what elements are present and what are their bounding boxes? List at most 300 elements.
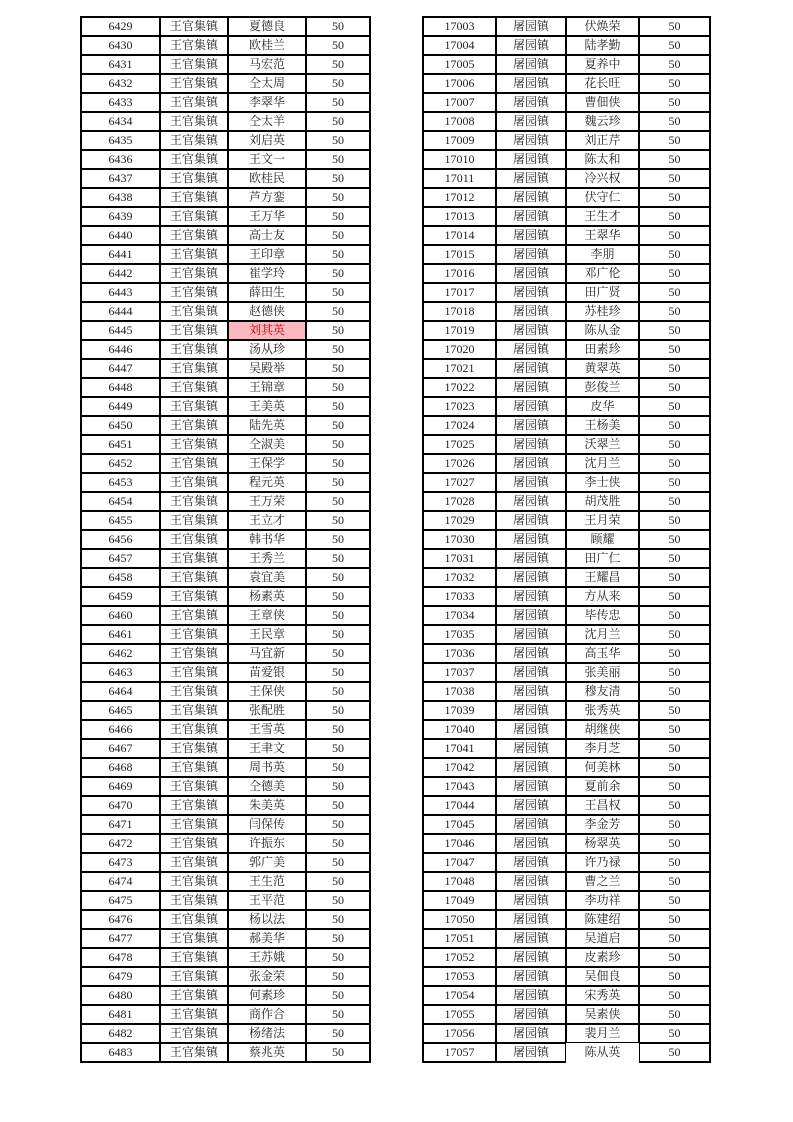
table-row (422, 16, 711, 36)
town-cell: 王官集镇 (160, 416, 228, 435)
person-name-cell: 吴素侠 (566, 1005, 639, 1024)
amount-cell: 50 (306, 264, 371, 283)
amount-cell: 50 (639, 739, 711, 758)
town-cell: 王官集镇 (160, 397, 228, 416)
person-name-cell: 赵德侠 (228, 302, 306, 321)
table-row (422, 302, 711, 321)
table-row (80, 188, 371, 207)
person-name-cell: 夏前余 (566, 777, 639, 796)
person-id-cell: 17047 (422, 853, 496, 872)
town-cell: 屠园镇 (496, 948, 566, 967)
table-row (422, 245, 711, 264)
person-id-cell: 17037 (422, 663, 496, 682)
person-id-cell: 17027 (422, 473, 496, 492)
amount-cell: 50 (306, 891, 371, 910)
amount-cell: 50 (639, 511, 711, 530)
town-cell: 王官集镇 (160, 549, 228, 568)
person-id-cell: 6467 (80, 739, 160, 758)
person-name-cell: 杨翠英 (566, 834, 639, 853)
person-id-cell: 17036 (422, 644, 496, 663)
person-id-cell: 17012 (422, 188, 496, 207)
person-id-cell: 6453 (80, 473, 160, 492)
person-id-cell: 17046 (422, 834, 496, 853)
person-name-cell: 郝美华 (228, 929, 306, 948)
town-cell: 屠园镇 (496, 739, 566, 758)
person-name-cell: 刘启英 (228, 131, 306, 150)
table-row (422, 815, 711, 834)
amount-cell: 50 (306, 150, 371, 169)
amount-cell: 50 (639, 302, 711, 321)
person-id-cell: 6474 (80, 872, 160, 891)
table-row (80, 435, 371, 454)
town-cell: 王官集镇 (160, 948, 228, 967)
amount-cell: 50 (306, 549, 371, 568)
table-row (80, 587, 371, 606)
town-cell: 屠园镇 (496, 340, 566, 359)
town-cell: 屠园镇 (496, 891, 566, 910)
town-cell: 屠园镇 (496, 16, 566, 36)
amount-cell: 50 (639, 93, 711, 112)
amount-cell: 50 (639, 625, 711, 644)
person-id-cell: 6468 (80, 758, 160, 777)
person-id-cell: 6454 (80, 492, 160, 511)
person-name-cell: 黄翠英 (566, 359, 639, 378)
person-id-cell: 17023 (422, 397, 496, 416)
table-row (422, 74, 711, 93)
amount-cell: 50 (306, 587, 371, 606)
person-id-cell: 17055 (422, 1005, 496, 1024)
table-row (422, 606, 711, 625)
table-row (422, 587, 711, 606)
person-id-cell: 6463 (80, 663, 160, 682)
town-cell: 王官集镇 (160, 112, 228, 131)
person-id-cell: 6446 (80, 340, 160, 359)
town-cell: 王官集镇 (160, 207, 228, 226)
amount-cell: 50 (639, 530, 711, 549)
amount-cell: 50 (306, 283, 371, 302)
amount-cell: 50 (639, 967, 711, 986)
town-cell: 屠园镇 (496, 359, 566, 378)
person-id-cell: 17052 (422, 948, 496, 967)
town-cell: 屠园镇 (496, 264, 566, 283)
table-row (80, 378, 371, 397)
table-row (80, 872, 371, 891)
person-name-cell: 王聿文 (228, 739, 306, 758)
town-cell: 屠园镇 (496, 112, 566, 131)
table-row (422, 150, 711, 169)
table-row (422, 112, 711, 131)
table-row (80, 245, 371, 264)
table-row (80, 74, 371, 93)
person-name-cell: 刘正芹 (566, 131, 639, 150)
person-id-cell: 17030 (422, 530, 496, 549)
person-name-cell: 王保侠 (228, 682, 306, 701)
person-id-cell: 17035 (422, 625, 496, 644)
person-id-cell: 6451 (80, 435, 160, 454)
town-cell: 王官集镇 (160, 720, 228, 739)
town-cell: 屠园镇 (496, 188, 566, 207)
person-name-cell: 仝淑美 (228, 435, 306, 454)
amount-cell: 50 (306, 36, 371, 55)
town-cell: 王官集镇 (160, 378, 228, 397)
person-name-cell: 王保学 (228, 454, 306, 473)
person-id-cell: 6460 (80, 606, 160, 625)
person-name-cell: 王锦章 (228, 378, 306, 397)
amount-cell: 50 (306, 720, 371, 739)
table-row (422, 796, 711, 815)
amount-cell: 50 (306, 207, 371, 226)
amount-cell: 50 (306, 929, 371, 948)
person-name-cell: 刘其英 (228, 321, 306, 340)
amount-cell: 50 (639, 435, 711, 454)
amount-cell: 50 (639, 283, 711, 302)
town-cell: 王官集镇 (160, 739, 228, 758)
amount-cell: 50 (639, 587, 711, 606)
person-name-cell: 曹之兰 (566, 872, 639, 891)
person-id-cell: 17005 (422, 55, 496, 74)
amount-cell: 50 (306, 986, 371, 1005)
person-id-cell: 17007 (422, 93, 496, 112)
amount-cell: 50 (306, 758, 371, 777)
table-row (422, 416, 711, 435)
amount-cell: 50 (306, 188, 371, 207)
town-cell: 王官集镇 (160, 169, 228, 188)
town-cell: 屠园镇 (496, 796, 566, 815)
person-name-cell: 花长旺 (566, 74, 639, 93)
amount-cell: 50 (639, 834, 711, 853)
person-id-cell: 17057 (422, 1043, 496, 1063)
person-name-cell: 毕传忠 (566, 606, 639, 625)
town-cell: 屠园镇 (496, 644, 566, 663)
person-id-cell: 6430 (80, 36, 160, 55)
person-name-cell: 汤从珍 (228, 340, 306, 359)
town-cell: 王官集镇 (160, 340, 228, 359)
person-id-cell: 6481 (80, 1005, 160, 1024)
person-id-cell: 6475 (80, 891, 160, 910)
town-cell: 屠园镇 (496, 910, 566, 929)
town-cell: 王官集镇 (160, 16, 228, 36)
amount-cell: 50 (639, 74, 711, 93)
table-row (80, 910, 371, 929)
person-id-cell: 6439 (80, 207, 160, 226)
person-name-cell: 仝德美 (228, 777, 306, 796)
town-cell: 王官集镇 (160, 473, 228, 492)
person-name-cell: 王美英 (228, 397, 306, 416)
town-cell: 王官集镇 (160, 55, 228, 74)
town-cell: 王官集镇 (160, 815, 228, 834)
table-row (80, 986, 371, 1005)
person-name-cell: 蔡兆英 (228, 1043, 306, 1063)
town-cell: 王官集镇 (160, 1043, 228, 1063)
table-row (80, 1024, 371, 1043)
person-name-cell: 吴殿举 (228, 359, 306, 378)
table-row (80, 416, 371, 435)
town-cell: 屠园镇 (496, 986, 566, 1005)
person-id-cell: 17031 (422, 549, 496, 568)
table-row (422, 682, 711, 701)
person-id-cell: 17041 (422, 739, 496, 758)
amount-cell: 50 (306, 644, 371, 663)
town-cell: 屠园镇 (496, 454, 566, 473)
table-row (80, 796, 371, 815)
person-id-cell: 6448 (80, 378, 160, 397)
person-name-cell: 李士侠 (566, 473, 639, 492)
town-cell: 屠园镇 (496, 131, 566, 150)
person-name-cell: 高玉华 (566, 644, 639, 663)
person-id-cell: 17017 (422, 283, 496, 302)
town-cell: 屠园镇 (496, 321, 566, 340)
table-row (422, 435, 711, 454)
town-cell: 屠园镇 (496, 663, 566, 682)
town-cell: 王官集镇 (160, 606, 228, 625)
amount-cell: 50 (306, 625, 371, 644)
person-id-cell: 6432 (80, 74, 160, 93)
person-id-cell: 6444 (80, 302, 160, 321)
table-row (80, 359, 371, 378)
amount-cell: 50 (306, 416, 371, 435)
person-id-cell: 6478 (80, 948, 160, 967)
person-name-cell: 张秀英 (566, 701, 639, 720)
person-name-cell: 皮素珍 (566, 948, 639, 967)
town-cell: 王官集镇 (160, 283, 228, 302)
table-row (80, 606, 371, 625)
table-row (80, 682, 371, 701)
person-id-cell: 17029 (422, 511, 496, 530)
table-row (80, 720, 371, 739)
town-cell: 王官集镇 (160, 359, 228, 378)
town-cell: 王官集镇 (160, 435, 228, 454)
amount-cell: 50 (306, 473, 371, 492)
table-row (422, 891, 711, 910)
amount-cell: 50 (306, 16, 371, 36)
town-cell: 王官集镇 (160, 530, 228, 549)
person-name-cell: 夏养中 (566, 55, 639, 74)
amount-cell: 50 (306, 112, 371, 131)
person-id-cell: 6465 (80, 701, 160, 720)
person-id-cell: 6437 (80, 169, 160, 188)
amount-cell: 50 (306, 511, 371, 530)
person-name-cell: 田广贤 (566, 283, 639, 302)
amount-cell: 50 (639, 245, 711, 264)
table-row (80, 207, 371, 226)
table-row (80, 967, 371, 986)
town-cell: 屠园镇 (496, 1024, 566, 1043)
person-id-cell: 6442 (80, 264, 160, 283)
person-name-cell: 穆友清 (566, 682, 639, 701)
town-cell: 王官集镇 (160, 758, 228, 777)
amount-cell: 50 (639, 378, 711, 397)
town-cell: 屠园镇 (496, 473, 566, 492)
amount-cell: 50 (639, 644, 711, 663)
person-name-cell: 苗爱银 (228, 663, 306, 682)
town-cell: 王官集镇 (160, 663, 228, 682)
amount-cell: 50 (306, 397, 371, 416)
person-name-cell: 胡茂胜 (566, 492, 639, 511)
town-cell: 王官集镇 (160, 891, 228, 910)
town-cell: 王官集镇 (160, 929, 228, 948)
amount-cell: 50 (306, 435, 371, 454)
person-name-cell: 王雪英 (228, 720, 306, 739)
person-id-cell: 6477 (80, 929, 160, 948)
amount-cell: 50 (306, 359, 371, 378)
person-id-cell: 6434 (80, 112, 160, 131)
person-id-cell: 6458 (80, 568, 160, 587)
person-name-cell: 郭广美 (228, 853, 306, 872)
amount-cell: 50 (306, 606, 371, 625)
town-cell: 王官集镇 (160, 644, 228, 663)
person-id-cell: 17034 (422, 606, 496, 625)
table-row (80, 644, 371, 663)
person-name-cell: 欧桂民 (228, 169, 306, 188)
table-row (422, 473, 711, 492)
person-name-cell: 商作合 (228, 1005, 306, 1024)
person-name-cell: 李功祥 (566, 891, 639, 910)
person-name-cell: 吴道启 (566, 929, 639, 948)
town-cell: 屠园镇 (496, 815, 566, 834)
table-row (422, 397, 711, 416)
table-row (422, 492, 711, 511)
person-name-cell: 伏焕荣 (566, 16, 639, 36)
person-name-cell: 伏守仁 (566, 188, 639, 207)
person-id-cell: 17019 (422, 321, 496, 340)
table-row (422, 359, 711, 378)
person-id-cell: 17006 (422, 74, 496, 93)
person-id-cell: 6431 (80, 55, 160, 74)
amount-cell: 50 (639, 720, 711, 739)
table-row (422, 663, 711, 682)
town-cell: 王官集镇 (160, 625, 228, 644)
person-name-cell: 陈从英 (584, 1045, 621, 1059)
person-id-cell: 6435 (80, 131, 160, 150)
table-row (80, 397, 371, 416)
person-name-cell: 周书英 (228, 758, 306, 777)
amount-cell: 50 (306, 967, 371, 986)
table-row (80, 150, 371, 169)
amount-cell: 50 (639, 150, 711, 169)
person-name-cell: 杨素英 (228, 587, 306, 606)
person-id-cell: 17026 (422, 454, 496, 473)
person-name-cell: 王昌权 (566, 796, 639, 815)
town-cell: 屠园镇 (496, 758, 566, 777)
person-name-cell: 魏云珍 (566, 112, 639, 131)
person-id-cell: 17040 (422, 720, 496, 739)
table-row (80, 473, 371, 492)
person-name-cell: 王平范 (228, 891, 306, 910)
town-cell: 王官集镇 (160, 150, 228, 169)
person-id-cell: 17043 (422, 777, 496, 796)
person-name-cell: 冷兴权 (566, 169, 639, 188)
table-row (80, 891, 371, 910)
amount-cell: 50 (306, 302, 371, 321)
amount-cell: 50 (639, 131, 711, 150)
table-row (80, 340, 371, 359)
amount-cell: 50 (306, 93, 371, 112)
amount-cell: 50 (306, 74, 371, 93)
person-name-cell: 陆先英 (228, 416, 306, 435)
table-row (80, 1043, 371, 1063)
person-name-cell: 李月芝 (566, 739, 639, 758)
person-id-cell: 17054 (422, 986, 496, 1005)
table-row (422, 568, 711, 587)
person-name-cell: 仝太羊 (228, 112, 306, 131)
town-cell: 屠园镇 (496, 207, 566, 226)
amount-cell: 50 (639, 16, 711, 36)
amount-cell: 50 (306, 530, 371, 549)
town-cell: 王官集镇 (160, 682, 228, 701)
person-name-cell: 皮华 (566, 397, 639, 416)
table-row (80, 16, 371, 36)
person-name-cell: 马宏范 (228, 55, 306, 74)
person-name-cell: 王月荣 (566, 511, 639, 530)
town-cell: 屠园镇 (496, 967, 566, 986)
person-name-cell: 邓广伦 (566, 264, 639, 283)
person-name-cell: 仝太周 (228, 74, 306, 93)
amount-cell: 50 (306, 1043, 371, 1063)
town-cell: 王官集镇 (160, 226, 228, 245)
table-row (80, 169, 371, 188)
person-id-cell: 6480 (80, 986, 160, 1005)
amount-cell: 50 (639, 853, 711, 872)
person-id-cell: 6440 (80, 226, 160, 245)
person-name-cell: 沈月兰 (566, 454, 639, 473)
table-row (422, 226, 711, 245)
table-row (80, 549, 371, 568)
table-row (422, 967, 711, 986)
person-name-cell: 吴佃良 (566, 967, 639, 986)
person-id-cell: 17028 (422, 492, 496, 511)
person-name-cell: 方从来 (566, 587, 639, 606)
person-id-cell: 17032 (422, 568, 496, 587)
table-row (80, 530, 371, 549)
amount-cell: 50 (306, 245, 371, 264)
town-cell: 屠园镇 (496, 834, 566, 853)
town-cell: 屠园镇 (496, 435, 566, 454)
table-row (80, 492, 371, 511)
town-cell: 王官集镇 (160, 796, 228, 815)
table-row (422, 340, 711, 359)
table-row (422, 1043, 711, 1063)
person-name-cell: 杨以法 (228, 910, 306, 929)
table-row (80, 853, 371, 872)
person-name-cell: 崔学玲 (228, 264, 306, 283)
person-id-cell: 17010 (422, 150, 496, 169)
amount-cell: 50 (306, 701, 371, 720)
amount-cell: 50 (306, 853, 371, 872)
person-name-cell: 王民章 (228, 625, 306, 644)
town-cell: 屠园镇 (496, 568, 566, 587)
town-cell: 屠园镇 (496, 549, 566, 568)
town-cell: 屠园镇 (496, 720, 566, 739)
table-row (422, 454, 711, 473)
amount-cell: 50 (639, 796, 711, 815)
person-name-cell: 陈从金 (566, 321, 639, 340)
table-row (422, 834, 711, 853)
person-id-cell: 6455 (80, 511, 160, 530)
person-id-cell: 6445 (80, 321, 160, 340)
person-name-cell: 曹佃侠 (566, 93, 639, 112)
person-name-cell: 彭俊兰 (566, 378, 639, 397)
town-cell: 屠园镇 (496, 36, 566, 55)
person-id-cell: 6450 (80, 416, 160, 435)
town-cell: 王官集镇 (160, 454, 228, 473)
table-row (422, 207, 711, 226)
town-cell: 屠园镇 (496, 283, 566, 302)
person-id-cell: 6482 (80, 1024, 160, 1043)
town-cell: 屠园镇 (496, 226, 566, 245)
person-name-cell: 韩书华 (228, 530, 306, 549)
person-id-cell: 17014 (422, 226, 496, 245)
town-cell: 屠园镇 (496, 929, 566, 948)
